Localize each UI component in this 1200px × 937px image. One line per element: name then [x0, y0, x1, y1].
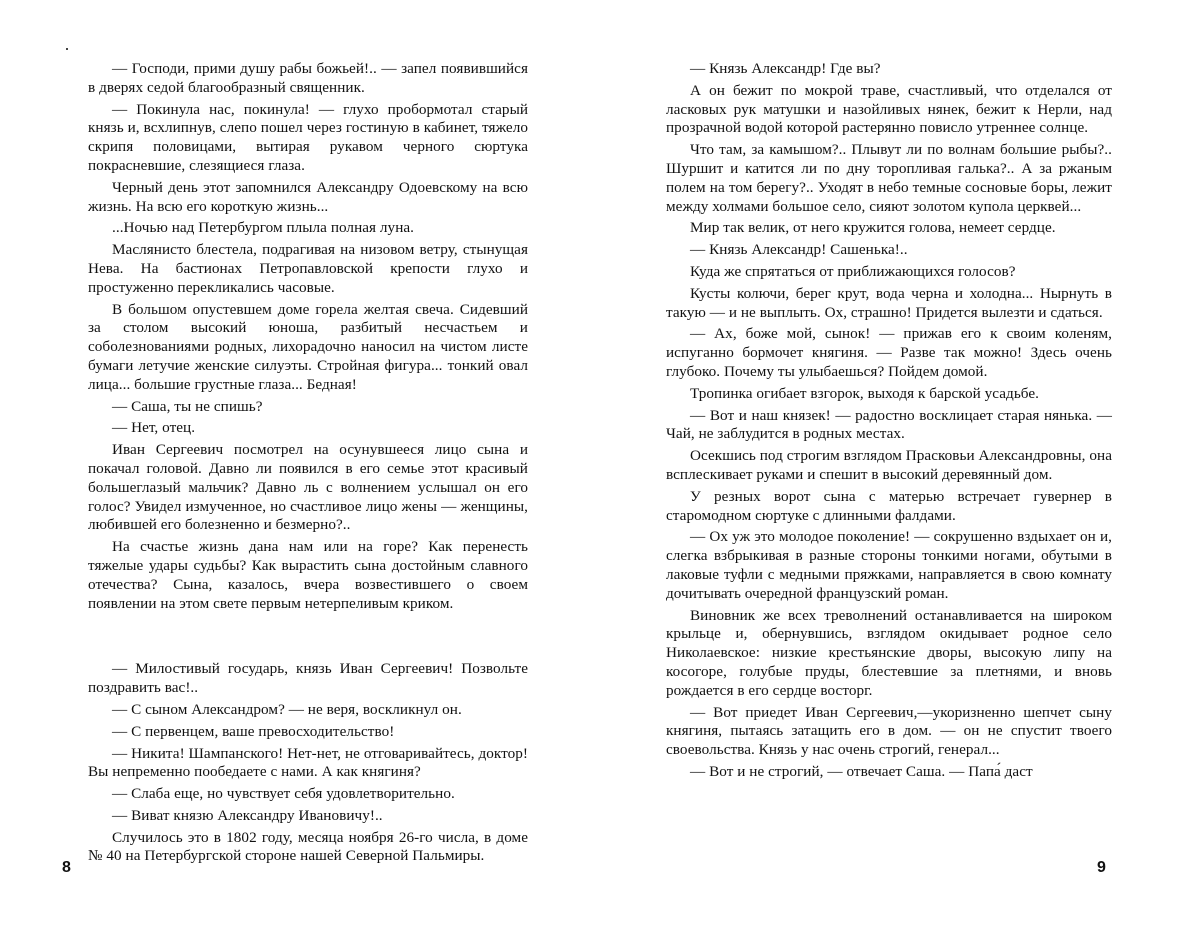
- paragraph: Тропинка огибает взгорок, выходя к барской усадьбе.: [666, 385, 1112, 404]
- left-page-text-top: [88, 60, 528, 613]
- page-number-right: 9: [1097, 859, 1106, 877]
- paragraph: — С сыном Александром? — не веря, воскликнул он.: [88, 701, 528, 720]
- paragraph: Что там, за камышом?.. Плывут ли по волнам большие рыбы?.. Шуршит и катится ли по дну торопливая галька?.. А за ржаным полем на том берегу?.. Уходят в небо темные сосновые боры, лежит между холмами большое село, сияют золотом купола церквей...: [666, 141, 1112, 216]
- paragraph: — Вот и не строгий, — отвечает Саша. — Папа́ даст: [666, 763, 1112, 782]
- scan-speck: [66, 48, 68, 50]
- page-number-left: 8: [62, 859, 71, 877]
- paragraph: Куда же спрятаться от приближающихся голосов?: [666, 263, 1112, 282]
- paragraph: — Господи, прими душу рабы божьей!.. — запел появившийся в дверях седой благообразный священник.: [88, 60, 528, 98]
- paragraph: Кусты колючи, берег крут, вода черна и холодна... Нырнуть в такую — и не выплыть. Ох, страшно! Придется вылезти и сдаться.: [666, 285, 1112, 323]
- paragraph: — Слаба еще, но чувствует себя удовлетворительно.: [88, 785, 528, 804]
- paragraph: Виновник же всех треволнений останавливается на широком крыльце и, обернувшись, взглядом окидывает родное село Николаевское: низкие крестьянские дворы, высокую липу на косогоре, голубые пруды, блестевшие за плетнями, и вновь рождается в его сердце восторг.: [666, 607, 1112, 701]
- paragraph: Мир так велик, от него кружится голова, немеет сердце.: [666, 219, 1112, 238]
- paragraph: — Милостивый государь, князь Иван Сергеевич! Позвольте поздравить вас!..: [88, 660, 528, 698]
- paragraph: Осекшись под строгим взглядом Прасковьи Александровны, она всплескивает руками и спешит в высокий деревянный дом.: [666, 447, 1112, 485]
- paragraph: — Виват князю Александру Ивановичу!..: [88, 807, 528, 826]
- paragraph: Черный день этот запомнился Александру Одоевскому на всю жизнь. На всю его короткую жизнь...: [88, 179, 528, 217]
- paragraph: — Князь Александр! Где вы?: [666, 60, 1112, 79]
- paragraph: ...Ночью над Петербургом плыла полная луна.: [88, 219, 528, 238]
- paragraph: А он бежит по мокрой траве, счастливый, что отделался от ласковых рук матушки и назойливых нянек, бежит к Нерли, над прозрачной водой которой растерянно повисло утреннее солнце.: [666, 82, 1112, 138]
- paragraph: — Саша, ты не спишь?: [88, 398, 528, 417]
- paragraph: — Вот и наш князек! — радостно восклицает старая нянька. — Чай, не заблудится в родных местах.: [666, 407, 1112, 445]
- paragraph: Иван Сергеевич посмотрел на осунувшееся лицо сына и покачал головой. Давно ли появился в его семье этот красивый большеглазый мальчик? Давно ль с волнением услышал он его голос? Увидел измученное, но счастливое лицо жены — женщины, любившей его болезненно и безмерно?..: [88, 441, 528, 535]
- left-page-text-bottom: [88, 660, 528, 866]
- paragraph: — Вот приедет Иван Сергеевич,—укоризненно шепчет сыну княгиня, пытаясь затащить его в дом. — он не спустит твоего своевольства. Князь у нас очень строгий, генерал...: [666, 704, 1112, 760]
- right-page-text: [666, 60, 1112, 782]
- paragraph: — Никита! Шампанского! Нет-нет, не отговаривайтесь, доктор! Вы непременно пообедаете с нами. А как княгиня?: [88, 745, 528, 783]
- paragraph: У резных ворот сына с матерью встречает гувернер в старомодном сюртуке с длинными фалдами.: [666, 488, 1112, 526]
- paragraph: — Покинула нас, покинула! — глухо пробормотал старый князь и, всхлипнув, слепо пошел через гостиную в кабинет, тяжело скрипя половицами, вытирая рукавом черного сюртука покрасневшие, слезящиеся глаза.: [88, 101, 528, 176]
- right-page: [666, 60, 1112, 785]
- paragraph: В большом опустевшем доме горела желтая свеча. Сидевший за столом высокий юноша, разбитый несчастьем и соболезнованиями родных, лихорадочно наносил на чистом листе бумаги летучие женские силуэты. Стройная фигура... тонкий овал лица... большие грустные глаза... Бедная!: [88, 301, 528, 395]
- paragraph: — Ох уж это молодое поколение! — сокрушенно вздыхает он и, слегка взбрыкивая в разные стороны тонкими ногами, обутыми в лаковые туфли с медными пряжками, направляется в свою комнату дочитывать очередной французский роман.: [666, 528, 1112, 603]
- left-page: [88, 60, 528, 869]
- paragraph: — Нет, отец.: [88, 419, 528, 438]
- paragraph: На счастье жизнь дана нам или на горе? Как перенесть тяжелые удары судьбы? Как вырастить сына достойным славного отечества? Сына, казалось, вчера возвестившего о своем появлении на этом свете первым нетерпеливым криком.: [88, 538, 528, 613]
- paragraph: — Князь Александр! Сашенька!..: [666, 241, 1112, 260]
- book-spread: [0, 0, 1200, 937]
- paragraph: — Ах, боже мой, сынок! — прижав его к своим коленям, испуганно бормочет княгиня. — Разве так можно! Здесь очень глубоко. Почему ты улыбаешься? Пойдем домой.: [666, 325, 1112, 381]
- section-break: [88, 616, 528, 660]
- paragraph: Маслянисто блестела, подрагивая на низовом ветру, стынущая Нева. На бастионах Петропавловской крепости глухо и простуженно перекликались часовые.: [88, 241, 528, 297]
- paragraph: Случилось это в 1802 году, месяца ноября 26-го числа, в доме № 40 на Петербургской стороне нашей Северной Пальмиры.: [88, 829, 528, 867]
- paragraph: — С первенцем, ваше превосходительство!: [88, 723, 528, 742]
